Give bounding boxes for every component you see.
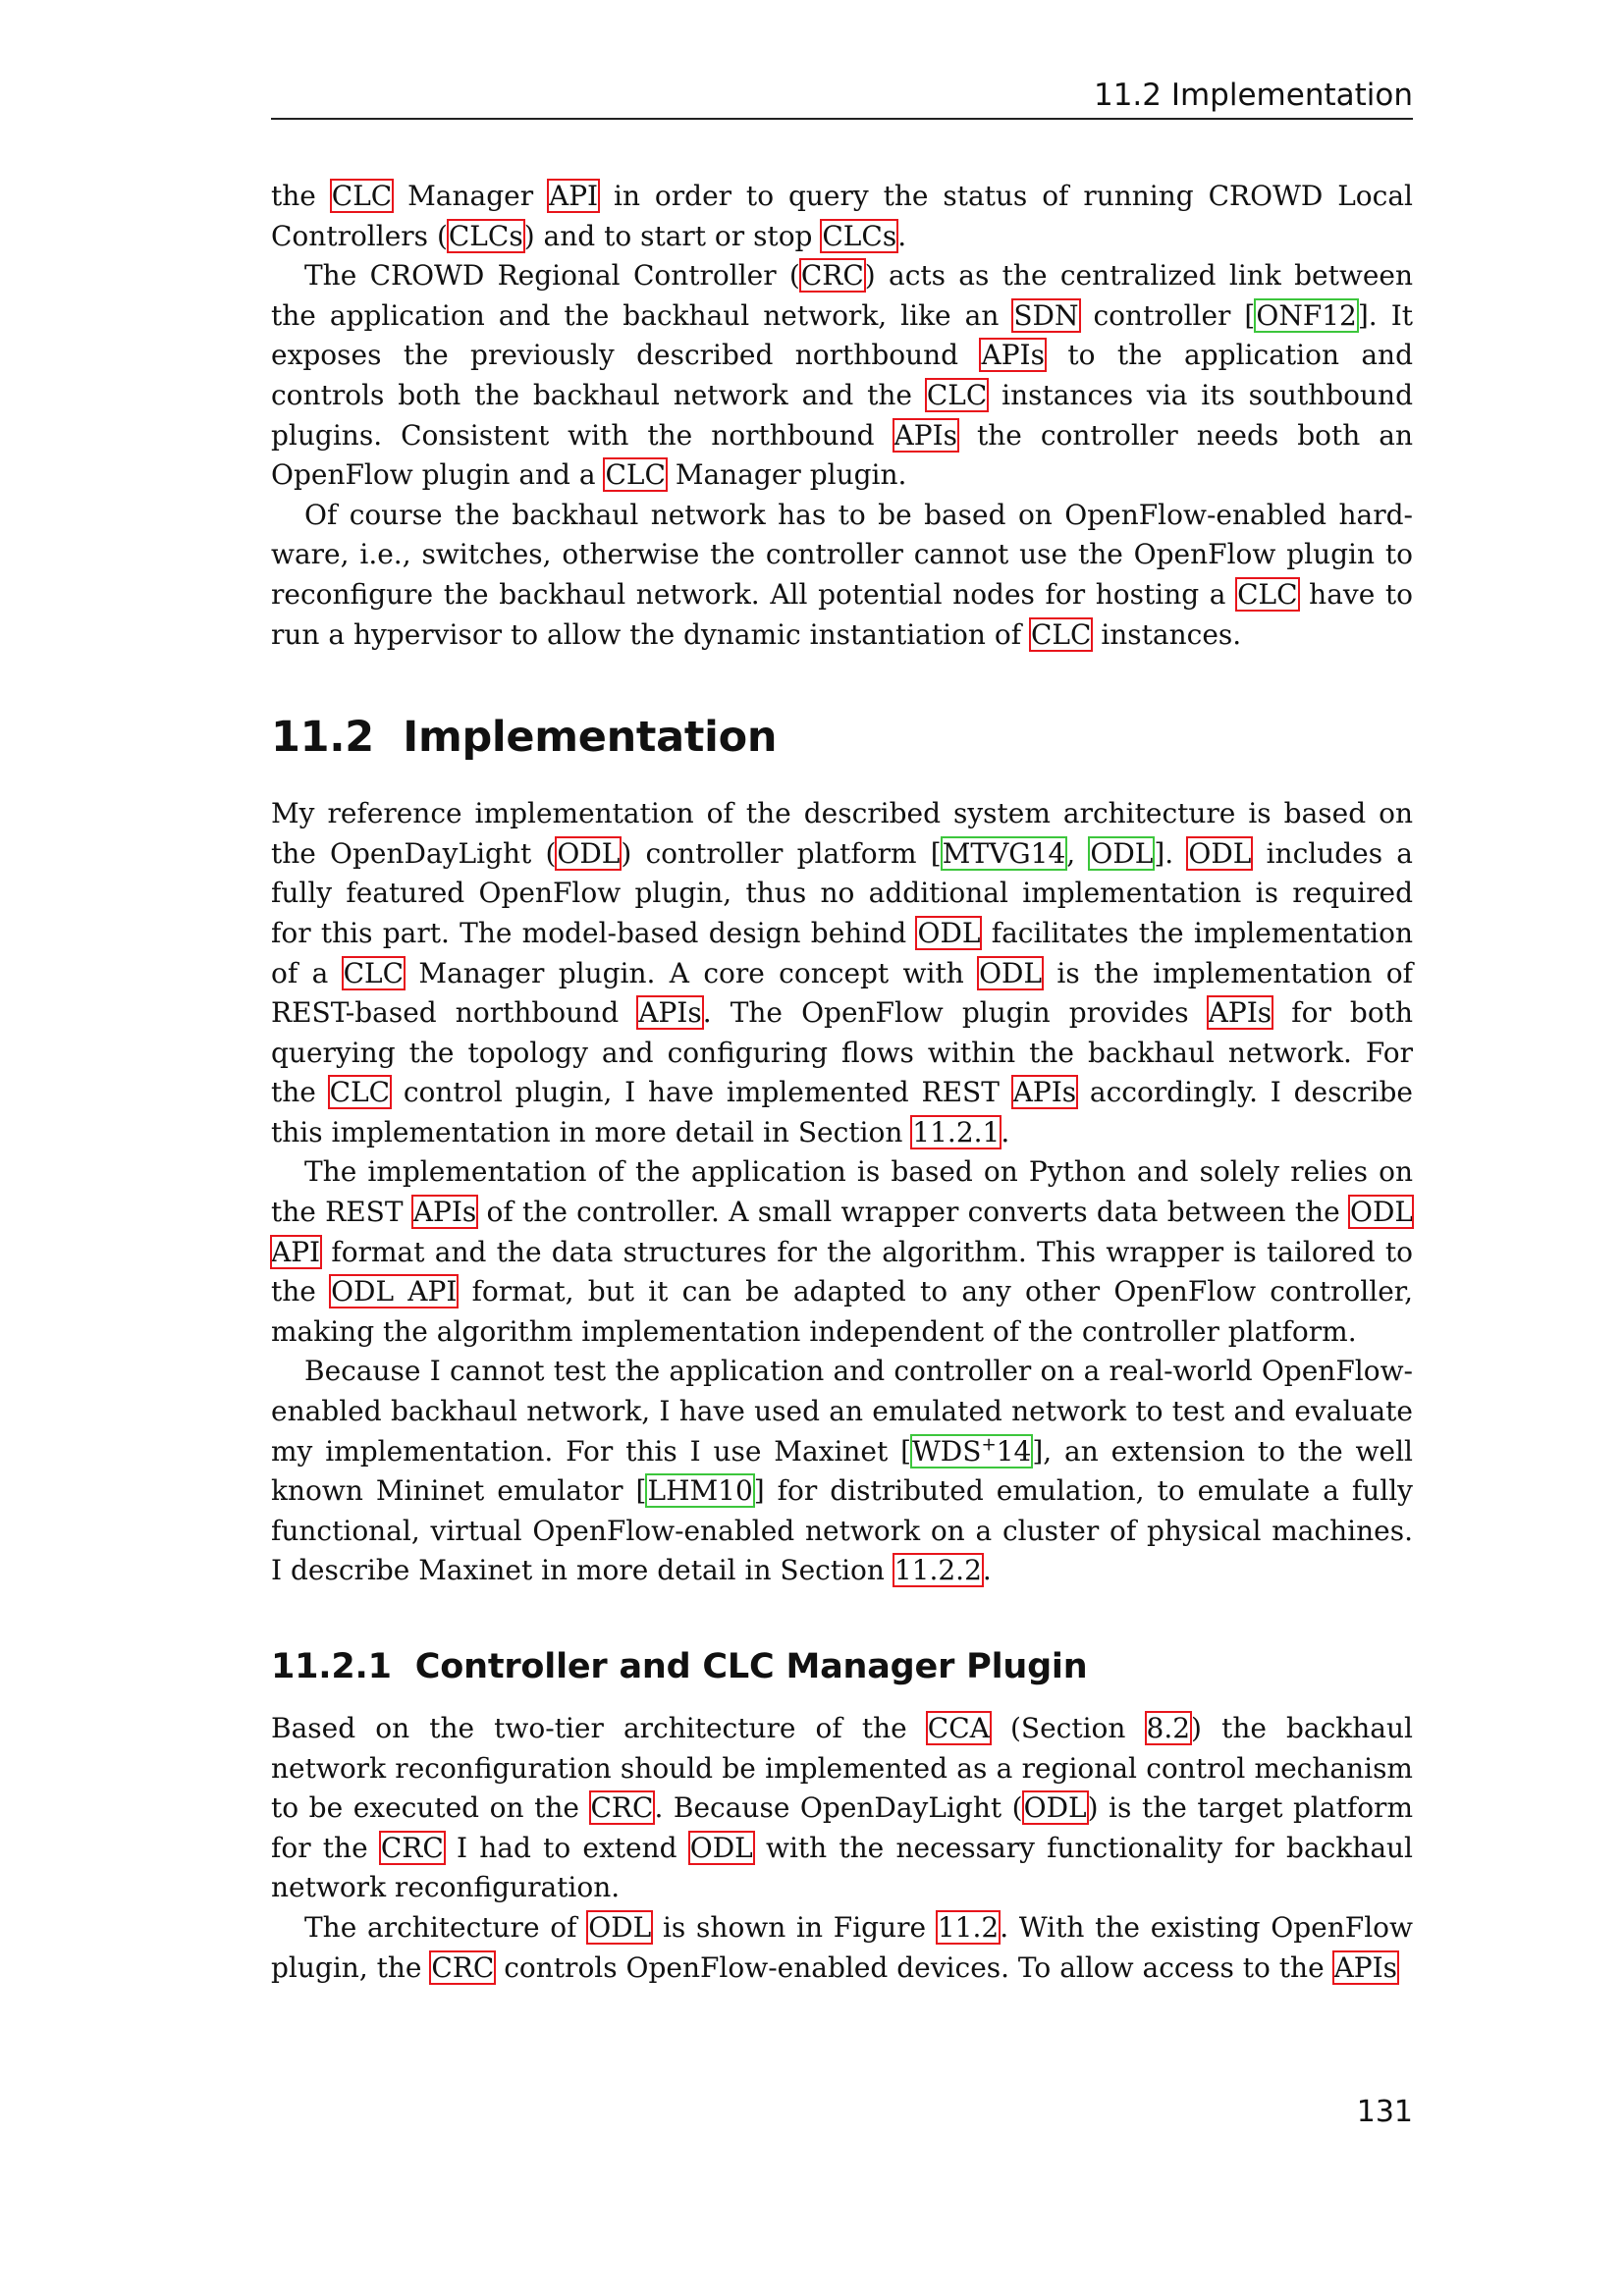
text-run: includes a fully featured OpenFlow plugin, thus no additional implementation is required for this part. The model-based design behind — [271, 836, 1414, 949]
acronym-link-odl[interactable]: ODL — [689, 1831, 753, 1864]
text-run: Manager — [393, 180, 548, 212]
text-run: The architecture of — [304, 1910, 588, 1944]
text-run: ) controller platform [ — [621, 836, 942, 870]
paragraph-reference-implementation — [271, 794, 1413, 1152]
text-run: ], an extension to the well known Mininet emulator [ — [271, 1434, 1413, 1508]
text-run: . With the existing OpenFlow plugin, the — [271, 1910, 1413, 1984]
text-run: format, but it can be adapted to any other OpenFlow controller, making the algorithm implementation independent of the controller platform. — [271, 1275, 1413, 1348]
text-run: ]. — [1154, 836, 1188, 870]
text-run: controls OpenFlow-enabled devices. To allow access to the — [495, 1950, 1333, 1984]
acronym-link-clc[interactable]: CLCs — [448, 219, 523, 252]
paragraph-clc-manager-api — [271, 177, 1413, 256]
acronym-link-api[interactable]: APIs — [1333, 1950, 1398, 1984]
section-ref-link-8-2[interactable]: 8.2 — [1146, 1712, 1191, 1744]
acronym-link-clc[interactable]: CLC — [331, 180, 393, 212]
paragraph-backhaul-hardware — [271, 496, 1413, 655]
acronym-link-odl[interactable]: ODL — [588, 1910, 652, 1944]
citation-text: WDS — [912, 1434, 982, 1468]
acronym-link-odl-api[interactable]: ODL API — [331, 1275, 458, 1308]
text-run: Manager plugin. A core concept with — [405, 956, 979, 989]
text-run: to the application and controls both the backhaul network and the — [271, 339, 1413, 411]
acronym-link-clc[interactable]: CLC — [343, 956, 405, 989]
acronym-link-odl[interactable]: ODL — [1188, 836, 1252, 870]
text-run: . Because OpenDayLight ( — [654, 1791, 1023, 1825]
text-run: controller [ — [1079, 298, 1256, 332]
acronym-link-crc[interactable]: CRC — [800, 259, 864, 293]
subsection-title: Controller and CLC Manager Plugin — [414, 1647, 1088, 1686]
text-run: Of course the backhaul network has to be based on OpenFlow-enabled hardware, i.e., switches, otherwise the controller cannot use the OpenFlow plugin to reconfigure the backhaul network. All potential nodes for hosting a — [271, 498, 1413, 611]
section-number: 11.2 — [271, 713, 374, 763]
acronym-link-odl[interactable]: ODL — [979, 956, 1043, 989]
text-run: The implementation of the application is based on Python and solely relies on the REST — [271, 1155, 1413, 1229]
paragraph-odl-architecture — [271, 1908, 1413, 1988]
citation-superscript: + — [981, 1434, 997, 1456]
text-run: ) is the target platform for the — [271, 1791, 1413, 1864]
text-run: in order to query the status of running CROWD Local Controllers ( — [271, 180, 1413, 252]
section-title: Implementation — [403, 713, 778, 763]
text-run: instances via its southbound plugins. Consistent with the northbound — [271, 378, 1413, 452]
acronym-link-api[interactable]: APIs — [981, 339, 1045, 372]
text-run: Manager plugin. — [666, 458, 907, 492]
acronym-link-api[interactable]: APIs — [638, 996, 702, 1030]
acronym-link-clc[interactable]: CLC — [926, 378, 988, 411]
text-run: for both querying the topology and configuring flows within the backhaul network. For the — [271, 996, 1414, 1109]
acronym-link-api[interactable]: APIs — [893, 418, 958, 452]
acronym-link-api[interactable]: API — [549, 180, 599, 212]
acronym-link-clc[interactable]: CLC — [1237, 577, 1298, 611]
acronym-link-odl[interactable]: ODL — [557, 836, 621, 870]
acronym-link-api[interactable]: APIs — [1012, 1076, 1077, 1109]
running-header — [271, 73, 1413, 120]
text-run: is the implementation of REST-based northbound — [271, 956, 1414, 1030]
acronym-link-clc[interactable]: CLC — [329, 1076, 391, 1109]
acronym-link-odl[interactable]: ODL — [917, 916, 981, 949]
text-run: have to run a hypervisor to allow the dynamic instantiation of — [271, 577, 1413, 651]
paragraph-two-tier-architecture — [271, 1709, 1413, 1908]
text-run: accordingly. I describe this implementation in more detail in Section — [271, 1076, 1413, 1148]
text-run: ]. It exposes the previously described northbound — [271, 298, 1414, 372]
text-run: (Section — [990, 1712, 1146, 1744]
paragraph-crc-description — [271, 256, 1413, 496]
section-ref-link-11-2-2[interactable]: 11.2.2 — [893, 1554, 982, 1587]
acronym-link-clc[interactable]: CLC — [605, 458, 666, 492]
citation-link-mtvg14[interactable]: MTVG14 — [942, 836, 1066, 870]
page-body — [271, 177, 1413, 1988]
section-ref-link-11-2-1[interactable]: 11.2.1 — [912, 1115, 1001, 1148]
acronym-link-odl-api[interactable]: ODL API — [271, 1196, 1413, 1268]
text-run: ) acts as the centralized link between the application and the backhaul network, like an — [271, 259, 1413, 332]
acronym-link-api[interactable]: APIs — [412, 1196, 477, 1229]
text-run: , — [1066, 836, 1090, 870]
acronym-link-sdn[interactable]: SDN — [1013, 298, 1079, 332]
text-run: format and the data structures for the algorithm. This wrapper is tailored to the — [271, 1235, 1413, 1308]
text-run: ] for distributed emulation, to emulate a fully functional, virtual OpenFlow-enabled network on a cluster of physical machines. I describe Maxinet in more detail in Section — [271, 1474, 1414, 1587]
text-run: the — [271, 180, 331, 212]
text-run: I had to extend — [444, 1831, 689, 1864]
citation-link-onf12[interactable]: ONF12 — [1256, 298, 1357, 332]
text-run: instances. — [1092, 617, 1242, 651]
text-run: control plugin, I have implemented REST — [391, 1076, 1012, 1109]
acronym-link-clc[interactable]: CLCs — [822, 219, 897, 252]
text-run: ) and to start or stop — [523, 219, 822, 252]
text-run: is shown in Figure — [652, 1910, 937, 1944]
citation-text: 14 — [996, 1434, 1032, 1468]
acronym-link-crc[interactable]: CRC — [431, 1950, 495, 1984]
text-run: with the necessary functionality for backhaul network reconfiguration. — [271, 1831, 1414, 1904]
paragraph-application-python — [271, 1152, 1413, 1352]
text-run: Because I cannot test the application and controller on a real-world OpenFlow-enabled backhaul network, I have used an emulated network to test and evaluate my implementation. For this I use Maxinet [ — [271, 1355, 1413, 1468]
text-run: Based on the two-tier architecture of the — [271, 1712, 927, 1744]
text-run: of the controller. A small wrapper converts data between the — [477, 1196, 1349, 1229]
text-run: ) the backhaul network reconfiguration should be implemented as a regional control mechanism to be executed on the — [271, 1712, 1413, 1825]
figure-ref-link-11-2[interactable]: 11.2 — [937, 1910, 1000, 1944]
page-number: 131 — [1356, 2095, 1413, 2129]
citation-link-wds14[interactable] — [911, 1435, 1032, 1468]
paragraph-maxinet-emulation — [271, 1352, 1413, 1591]
subsection-heading — [271, 1644, 1413, 1689]
text-run: . — [982, 1554, 992, 1587]
section-heading — [271, 710, 1413, 765]
running-header-title: 11.2 Implementation — [1093, 78, 1413, 113]
acronym-link-crc[interactable]: CRC — [380, 1831, 444, 1864]
subsection-number: 11.2.1 — [271, 1647, 392, 1686]
acronym-link-crc[interactable]: CRC — [590, 1791, 654, 1825]
text-run: the controller needs both an OpenFlow plugin and a — [271, 418, 1413, 492]
acronym-link-api[interactable]: APIs — [1208, 996, 1272, 1030]
text-run: The CROWD Regional Controller ( — [304, 259, 800, 293]
text-run: My reference implementation of the described system architecture is based on the OpenDayLight ( — [271, 797, 1413, 870]
acronym-link-cca[interactable]: CCA — [927, 1712, 990, 1744]
text-run: facilitates the implementation of a — [271, 916, 1414, 989]
acronym-link-clc[interactable]: CLC — [1030, 617, 1092, 651]
acronym-link-odl[interactable]: ODL — [1023, 1791, 1087, 1825]
citation-link-odl[interactable]: ODL — [1090, 836, 1154, 870]
text-run: . — [1001, 1115, 1010, 1148]
citation-link-lhm10[interactable]: LHM10 — [647, 1474, 753, 1508]
text-run: . The OpenFlow plugin provides — [702, 996, 1208, 1030]
text-run: . — [897, 219, 907, 252]
